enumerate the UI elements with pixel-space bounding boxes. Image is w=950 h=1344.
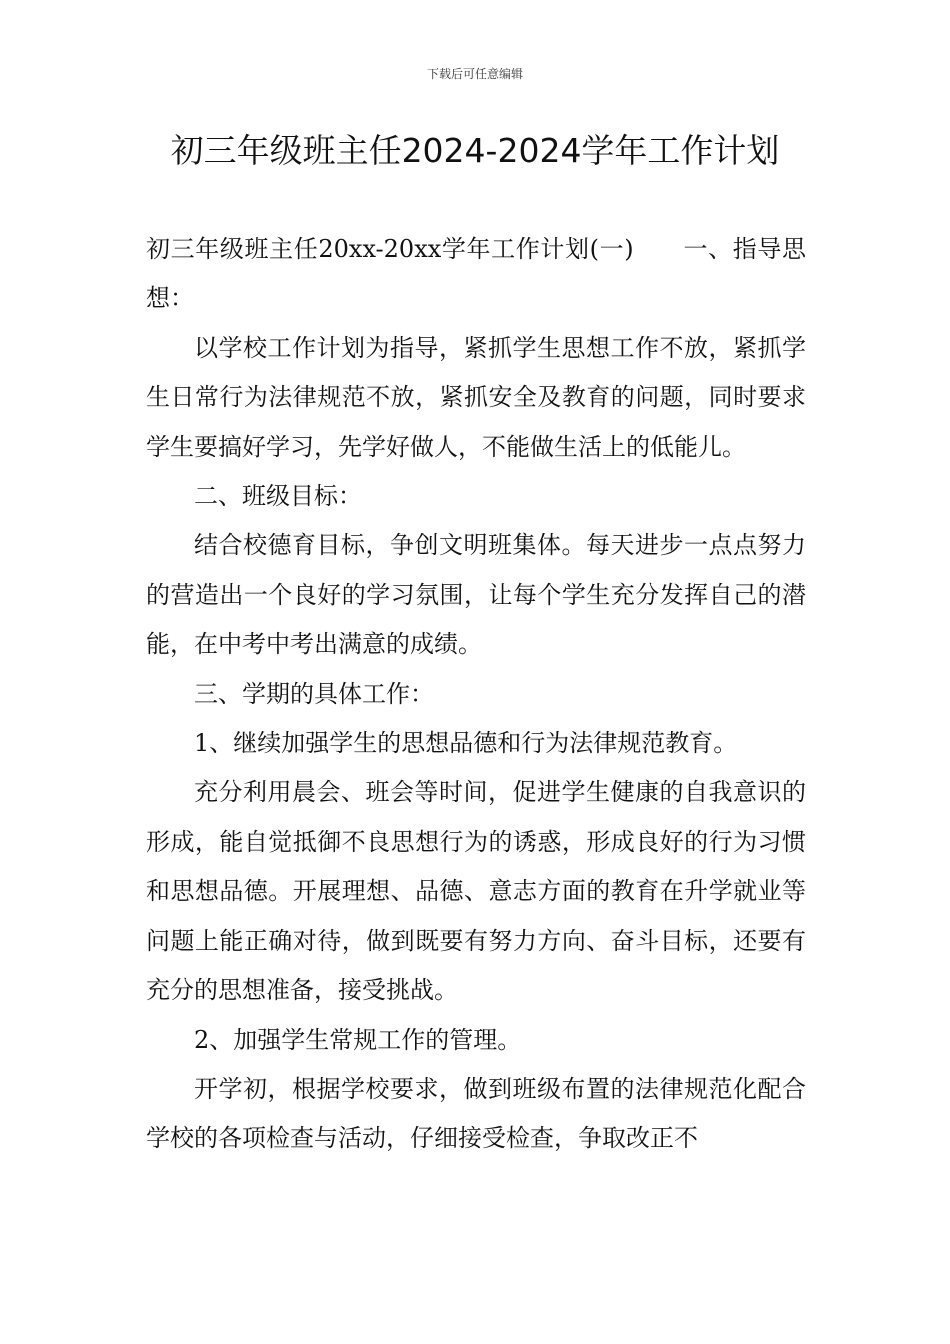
document-body <box>146 225 806 1164</box>
paragraph-guiding-thought: 以学校工作计划为指导，紧抓学生思想工作不放，紧抓学生日常行为法律规范不放，紧抓安全及教育的问题，同时要求学生要搞好学习，先学好做人，不能做生活上的低能儿。 <box>146 333 806 461</box>
header-note: 下载后可任意编辑 <box>426 67 523 81</box>
paragraph-intro: 初三年级班主任20xx-20xx学年工作计划(一) 一、指导思想： <box>146 235 806 313</box>
item-heading-1: 1、继续加强学生的思想品德和行为法律规范教育。 <box>194 729 738 758</box>
paragraph-class-goals: 结合校德育目标，争创文明班集体。每天进步一点点努力的营造出一个良好的学习氛围，让每个学生充分发挥自己的潜能，在中考中考出满意的成绩。 <box>146 531 806 659</box>
item-heading-2: 2、加强学生常规工作的管理。 <box>194 1025 522 1054</box>
section-heading-class-goals: 二、班级目标： <box>194 482 362 511</box>
section-heading-specific-work: 三、学期的具体工作： <box>194 679 434 708</box>
paragraph-item-1: 充分利用晨会、班会等时间，促进学生健康的自我意识的形成，能自觉抵御不良思想行为的诱惑，形成良好的行为习惯和思想品德。开展理想、品德、意志方面的教育在升学就业等问题上能正确对待，做到既要有努力方向、奋斗目标，还要有充分的思想准备，接受挑战。 <box>146 778 806 1005</box>
paragraph-item-2: 开学初，根据学校要求，做到班级布置的法律规范化配合学校的各项检查与活动，仔细接受检查，争取改正不 <box>146 1074 806 1153</box>
document-title: 初三年级班主任2024-2024学年工作计划 <box>170 131 780 170</box>
